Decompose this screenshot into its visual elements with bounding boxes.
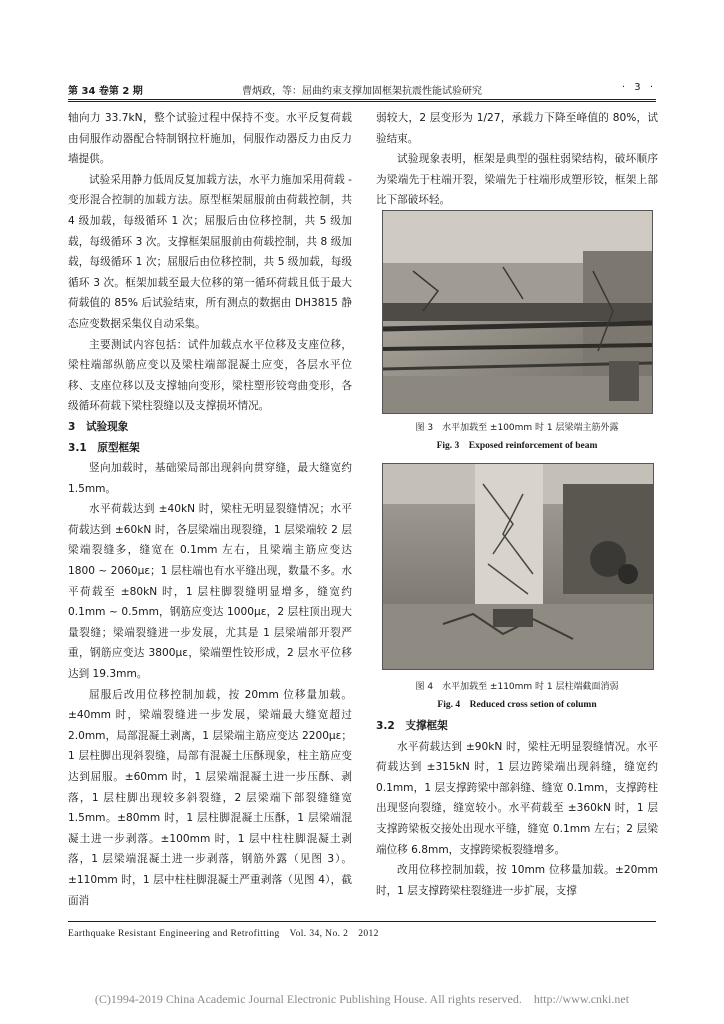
paragraph: 试验采用静力低周反复加载方法，水平力施加采用荷载 - 变形混合控制的加载方法。原型框架屈服前由荷载控制，共 4 级加载，每级循环 1 次；屈服后由位移控制，共 5 级加载，每级循环 3 次。支撑框架屈服前由荷载控制，共 8 级加载，每级循环 1 次；屈服后由位移控制，共 5 级加载，每级循环 3 次。框架加载至最大位移的第一循环荷载且低于最大荷载值的 85% 后试验结束，所有测点的数据由 DH3815 静态应变数据采集仪自动采集。 — [68, 173, 352, 330]
journal-footer: Earthquake Resistant Engineering and Retrofitting Vol. 34, No. 2 2012 — [68, 929, 379, 939]
figure-3-caption: 图 3 水平加载至 ±100mm 时 1 层梁端主筋外露 — [415, 423, 619, 433]
paragraph: 试验现象表明，框架是典型的强柱弱梁结构，破坏顺序为梁端先于柱端开裂，梁端先于柱端形成塑形铰，框架上部比下部破坏轻。 — [376, 153, 658, 207]
copyright-notice: (C)1994-2019 China Academic Journal Electronic Publishing House. All rights reserved. http://www.cnki.net — [94, 992, 630, 1006]
paragraph: 水平荷载达到 ±90kN 时，梁柱无明显裂缝情况。水平荷载达到 ±315kN 时，1 层边跨梁端出现斜缝，缝宽约 0.1mm，1 层支撑跨梁中部斜缝、缝宽 0.1mm，支撑跨柱出现竖向裂缝，缝宽较小。水平荷载至 ±360kN 时，1 层支撑跨梁板交接处出现水平缝，缝宽 0.1mm 左右；2 层梁端位移 6.8mm，支撑跨梁板裂缝增多。 — [376, 740, 658, 856]
figure-4-photo — [382, 463, 654, 670]
header-rule-top — [68, 99, 656, 100]
paragraph: 改用位移控制加载，按 10mm 位移量加载。±20mm 时，1 层支撑跨梁柱裂缝进一步扩展，支撑 — [376, 864, 658, 897]
right-column-bottom — [376, 716, 658, 901]
figure-3-photo — [382, 210, 653, 414]
subsection-heading: 3.2 支撑框架 — [376, 720, 448, 732]
footer-rule — [68, 921, 656, 922]
section-heading: 3 试验现象 — [68, 420, 129, 433]
subsection-heading: 3.1 原型框架 — [68, 441, 140, 454]
left-column — [68, 108, 352, 911]
running-header — [68, 82, 656, 96]
article-title-header: 曹炳政，等：屈曲约束支撑加固框架抗震性能试验研究 — [242, 86, 482, 97]
paragraph: 竖向加载时，基础梁局部出现斜向贯穿缝，最大缝宽约 1.5mm。 — [68, 462, 352, 495]
right-column-top — [376, 108, 658, 211]
header-rule-bottom — [68, 101, 656, 102]
paragraph: 轴向力 33.7kN，整个试验过程中保持不变。水平反复荷载由伺服作动器配合特制钢拉杆施加，伺服作动器反力由反力墙提供。 — [68, 112, 352, 166]
paragraph: 主要测试内容包括：试件加载点水平位移及支座位移，梁柱端部纵筋应变以及梁柱端部混凝土应变，各层水平位移、支座位移以及支撑轴向变形，梁柱塑形铰弯曲变形，各级循环荷载下梁柱裂缝以及支撑损坏情况。 — [68, 338, 352, 413]
figure-3-caption-en: Fig. 3 Exposed reinforcement of beam — [436, 441, 598, 451]
journal-issue: 第 34 卷第 2 期 — [68, 86, 143, 97]
paragraph: 水平荷载达到 ±40kN 时，梁柱无明显裂缝情况；水平荷载达到 ±60kN 时，各层梁端出现裂缝，1 层梁端较 2 层梁端裂缝多，缝宽在 0.1mm 左右，且梁端主筋应变达 1800 ~ 2060με；1 层柱端也有水平缝出现，数量不多。水平荷载至 ±80kN 时，1 层柱脚裂缝明显增多，缝宽约 0.1mm ~ 0.5mm，钢筋应变达 1000με，2 层柱顶出现大量裂缝；梁端裂缝进一步发展，尤其是 1 层梁端部开裂严重，钢筋应变达 3800με，梁端塑性铰形成，2 层水平位移达到 19.3mm。 — [68, 503, 352, 681]
figure-4-caption-en: Fig. 4 Reduced cross setion of column — [437, 700, 597, 710]
beam-reinforcement-image — [383, 211, 652, 413]
page-number: · 3 · — [621, 82, 656, 93]
paragraph: 弱较大，2 层变形为 1/27，承载力下降至峰值的 80%，试验结束。 — [376, 112, 658, 145]
figure-4-caption: 图 4 水平加载至 ±110mm 时 1 层柱端截面消弱 — [415, 682, 619, 692]
column-section-image — [383, 464, 653, 669]
paragraph: 屈服后改用位移控制加载，按 20mm 位移量加载。±40mm 时，梁端裂缝进一步发展，梁端最大缝宽超过 2.0mm，局部混凝土剥离，1 层梁端主筋应变达 2200με；1 层柱脚出现斜裂缝，局部有混凝土压酥现象，柱主筋应变达到屈服。±60mm 时，1 层梁端混凝土进一步压酥、剥落，1 层柱脚出现较多斜裂缝，2 层梁端下部裂缝缝宽 1.5mm。±80mm 时，1 层柱脚混凝土压酥，1 层梁端混凝土进一步剥落。±100mm 时，1 层中柱柱脚混凝土剥落，1 层梁端混凝土进一步剥落，钢筋外露（见图 3）。±110mm 时，1 层中柱柱脚混凝土严重剥落（见图 4），截面消 — [68, 688, 352, 907]
